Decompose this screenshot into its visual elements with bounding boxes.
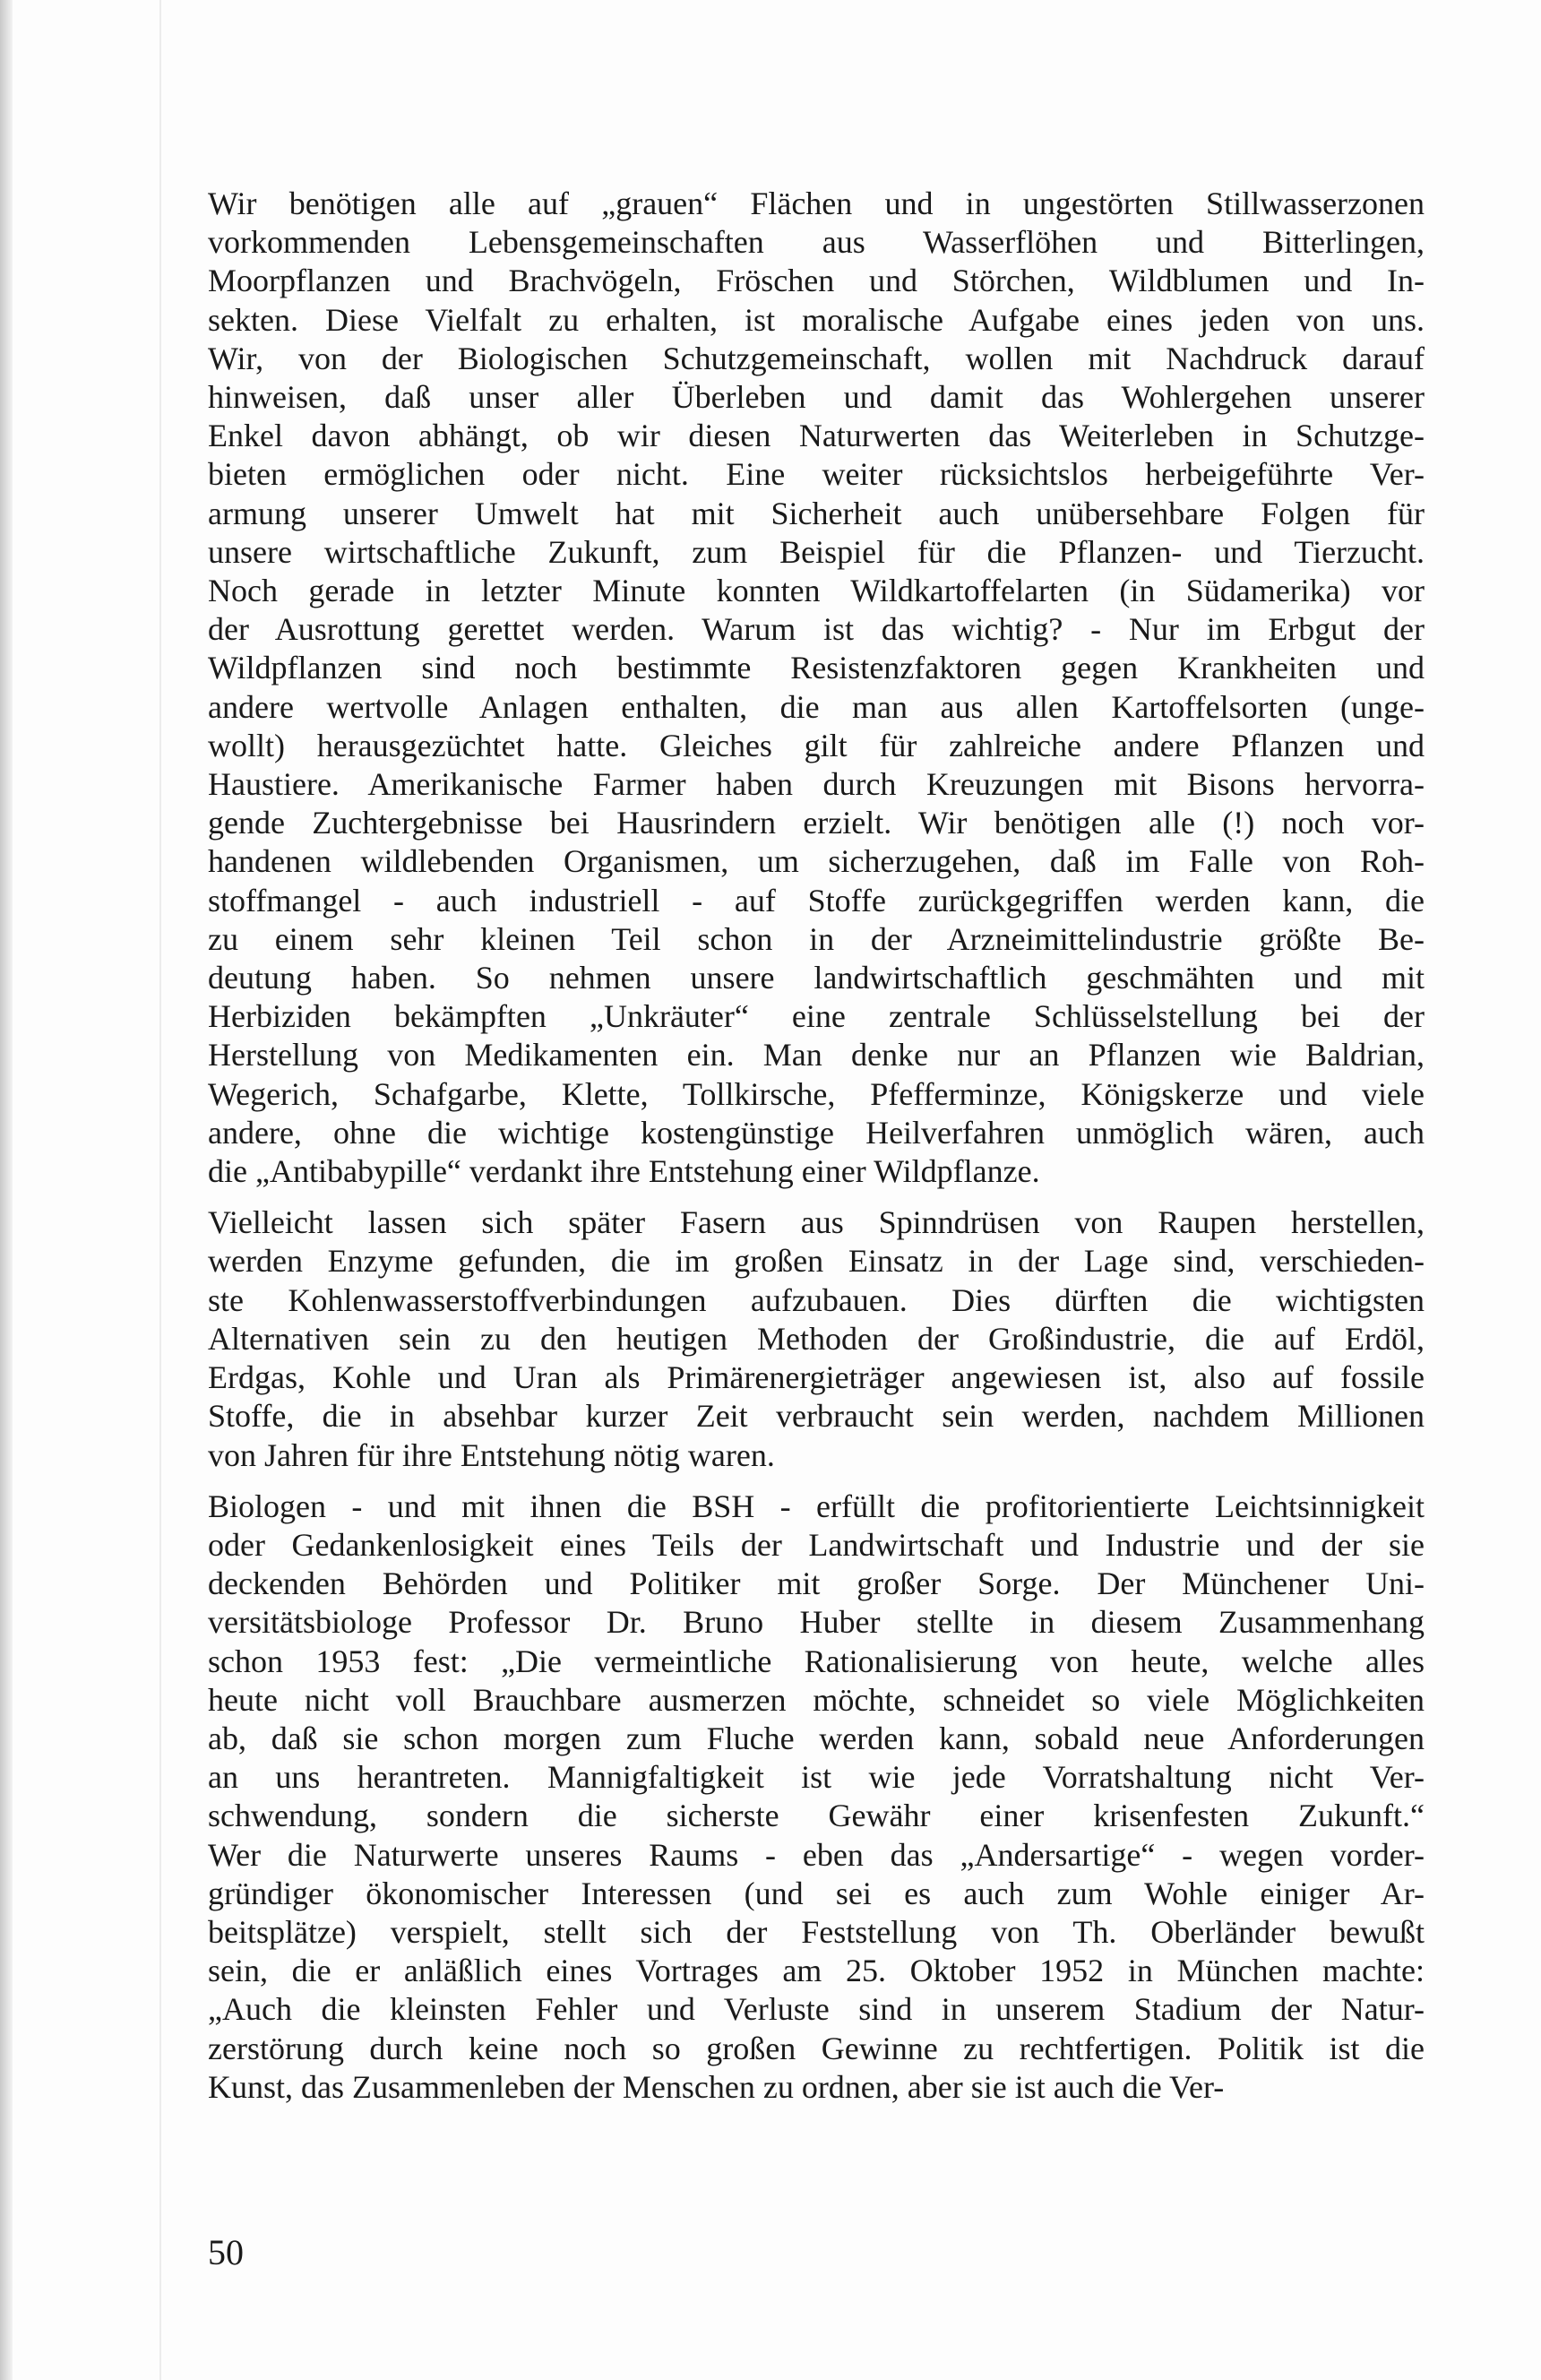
text-line: die „Antibabypille“ verdankt ihre Entstehung einer Wildpflanze.	[208, 1153, 1040, 1190]
text-line: ste Kohlenwasserstoffverbindungen aufzubauen. Dies dürften die wichtigsten	[208, 1281, 1425, 1318]
text-line: deckenden Behörden und Politiker mit großer Sorge. Der Münchener Uni-	[208, 1565, 1425, 1602]
text-line: gende Zuchtergebnisse bei Hausrindern erzielt. Wir benötigen alle (!) noch vor-	[208, 805, 1425, 841]
text-line: zerstörung durch keine noch so großen Gewinne zu rechtfertigen. Politik ist die	[208, 2030, 1425, 2066]
text-line: wollt) herausgezüchtet hatte. Gleiches gilt für zahlreiche andere Pflanzen und	[208, 727, 1425, 763]
text-line: hinweisen, daß unser aller Überleben und damit das Wohlergehen unserer	[208, 379, 1425, 416]
text-line: Haustiere. Amerikanische Farmer haben durch Kreuzungen mit Bisons hervorra-	[208, 766, 1425, 803]
text-line: sekten. Diese Vielfalt zu erhalten, ist moralische Aufgabe eines jeden von uns.	[208, 301, 1425, 338]
text-line: andere, ohne die wichtige kostengünstige Heilverfahren unmöglich wären, auch	[208, 1114, 1425, 1151]
paragraph	[208, 185, 1425, 1191]
page-gutter-shadow	[0, 0, 13, 2380]
text-line: andere wertvolle Anlagen enthalten, die man aus allen Kartoffelsorten (unge-	[208, 688, 1425, 725]
text-line: beitsplätze) verspielt, stellt sich der Feststellung von Th. Oberländer bewußt	[208, 1913, 1425, 1950]
text-line: heute nicht voll Brauchbare ausmerzen möchte, schneidet so viele Möglichkeiten	[208, 1681, 1425, 1718]
text-line: werden Enzyme gefunden, die im großen Einsatz in der Lage sind, verschieden-	[208, 1243, 1425, 1280]
text-line: unsere wirtschaftliche Zukunft, zum Beispiel für die Pflanzen- und Tierzucht.	[208, 533, 1425, 570]
page-number: 50	[208, 2232, 244, 2272]
text-line: Moorpflanzen und Brachvögeln, Fröschen und Störchen, Wildblumen und In-	[208, 263, 1425, 299]
text-line: stoffmangel - auch industriell - auf Stoffe zurückgegriffen werden kann, die	[208, 882, 1425, 918]
text-line: deutung haben. So nehmen unsere landwirtschaftlich geschmähten und mit	[208, 960, 1425, 996]
text-line: bieten ermöglichen oder nicht. Eine weiter rücksichtslos herbeigeführte Ver-	[208, 456, 1425, 493]
text-line: Erdgas, Kohle und Uran als Primärenergieträger angewiesen ist, also auf fossile	[208, 1359, 1425, 1396]
text-line: Stoffe, die in absehbar kurzer Zeit verbraucht sein werden, nachdem Millionen	[208, 1398, 1425, 1435]
text-line: schwendung, sondern die sicherste Gewähr einer krisenfesten Zukunft.“	[208, 1798, 1425, 1834]
text-line: oder Gedankenlosigkeit eines Teils der Landwirtschaft und Industrie und der sie	[208, 1526, 1425, 1563]
text-line: von Jahren für ihre Entstehung nötig waren.	[208, 1436, 775, 1473]
text-line: Biologen - und mit ihnen die BSH - erfüllt die profitorientierte Leichtsinnigkeit	[208, 1488, 1425, 1524]
text-line: Wir benötigen alle auf „grauen“ Flächen und in ungestörten Stillwasserzonen	[208, 185, 1425, 221]
text-line: Wir, von der Biologischen Schutzgemeinschaft, wollen mit Nachdruck darauf	[208, 340, 1425, 376]
text-line: schon 1953 fest: „Die vermeintliche Rationalisierung von heute, welche alles	[208, 1643, 1425, 1679]
text-line: Wildpflanzen sind noch bestimmte Resistenzfaktoren gegen Krankheiten und	[208, 650, 1425, 686]
text-line: versitätsbiologe Professor Dr. Bruno Huber stellte in diesem Zusammenhang	[208, 1604, 1425, 1641]
paragraph	[208, 1203, 1425, 1474]
text-line: an uns herantreten. Mannigfaltigkeit ist wie jede Vorratshaltung nicht Ver-	[208, 1759, 1425, 1796]
text-line: vorkommenden Lebensgemeinschaften aus Wasserflöhen und Bitterlingen,	[208, 224, 1425, 261]
text-line: ab, daß sie schon morgen zum Fluche werden kann, sobald neue Anforderungen	[208, 1720, 1425, 1756]
text-line: Noch gerade in letzter Minute konnten Wildkartoffelarten (in Südamerika) vor	[208, 573, 1425, 609]
text-line: Herbiziden bekämpften „Unkräuter“ eine zentrale Schlüsselstellung bei der	[208, 998, 1425, 1035]
text-line: Vielleicht lassen sich später Fasern aus Spinndrüsen von Raupen herstellen,	[208, 1204, 1425, 1241]
text-line: Enkel davon abhängt, ob wir diesen Naturwerten das Weiterleben in Schutzge-	[208, 418, 1425, 454]
text-line: „Auch die kleinsten Fehler und Verluste sind in unserem Stadium der Natur-	[208, 1991, 1425, 2028]
text-line: handenen wildlebenden Organismen, um sicherzugehen, daß im Falle von Roh-	[208, 843, 1425, 880]
body-text	[208, 185, 1425, 2119]
page-fold-line	[159, 0, 161, 2380]
text-line: Alternativen sein zu den heutigen Methoden der Großindustrie, die auf Erdöl,	[208, 1320, 1425, 1357]
text-line: Wer die Naturwerte unseres Raums - eben das „Andersartige“ - wegen vorder-	[208, 1836, 1425, 1873]
text-line: gründiger ökonomischer Interessen (und sei es auch zum Wohle einiger Ar-	[208, 1875, 1425, 1911]
text-line: Herstellung von Medikamenten ein. Man denke nur an Pflanzen wie Baldrian,	[208, 1037, 1425, 1074]
text-line: sein, die er anläßlich eines Vortrages am 25. Oktober 1952 in München machte:	[208, 1953, 1425, 1989]
text-line: der Ausrottung gerettet werden. Warum ist das wichtig? - Nur im Erbgut der	[208, 611, 1425, 648]
paragraph	[208, 1488, 1425, 2107]
text-line: Wegerich, Schafgarbe, Klette, Tollkirsche, Pfefferminze, Königskerze und viele	[208, 1075, 1425, 1112]
text-line: zu einem sehr kleinen Teil schon in der Arzneimittelindustrie größte Be-	[208, 920, 1425, 957]
text-line: armung unserer Umwelt hat mit Sicherheit auch unübersehbare Folgen für	[208, 495, 1425, 531]
text-line: Kunst, das Zusammenleben der Menschen zu ordnen, aber sie ist auch die Ver-	[208, 2068, 1225, 2105]
